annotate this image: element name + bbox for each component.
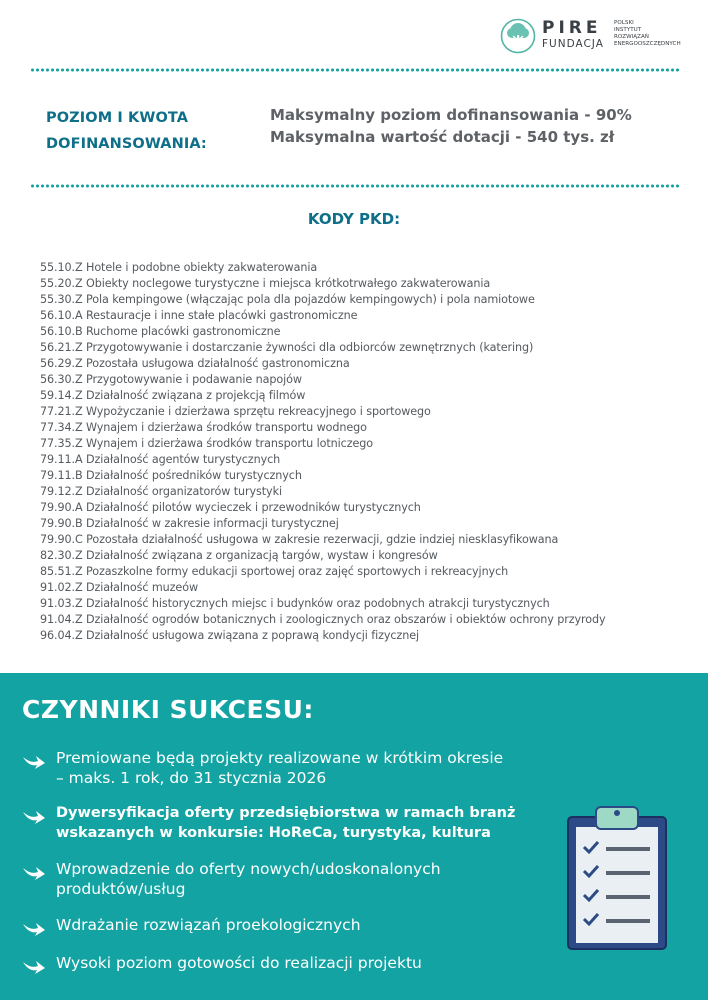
logo-small-line: ROZWIĄZAŃ xyxy=(614,34,649,40)
logo-small-line: POLSKI xyxy=(614,20,634,26)
logo-small-text xyxy=(614,20,704,48)
pkd-item: 77.34.Z Wynajem i dzierżawa środków transportu wodnego xyxy=(40,421,367,434)
arrow-right-icon xyxy=(22,865,46,881)
success-factor-text xyxy=(56,915,361,935)
dotted-divider-top xyxy=(30,68,680,72)
pkd-item: 82.30.Z Działalność związana z organizacją targów, wystaw i kongresów xyxy=(40,549,438,562)
pkd-item: 56.10.B Ruchome placówki gastronomiczne xyxy=(40,325,281,338)
pkd-item: 79.12.Z Działalność organizatorów turystyki xyxy=(40,485,282,498)
success-factors-panel xyxy=(0,673,708,1000)
logo-small-line: ENERGOOSZCZĘDNYCH xyxy=(614,41,681,47)
pkd-item: 56.30.Z Przygotowywanie i podawanie napojów xyxy=(40,373,302,386)
pkd-item: 55.10.Z Hotele i podobne obiekty zakwaterowania xyxy=(40,261,318,274)
success-factor-text xyxy=(56,859,441,899)
success-factor-line: produktów/usług xyxy=(56,880,186,898)
pkd-item: 59.14.Z Działalność związana z projekcją filmów xyxy=(40,389,306,402)
dotted-divider-bottom xyxy=(30,184,680,188)
pkd-item: 79.11.B Działalność pośredników turystycznych xyxy=(40,469,302,482)
pkd-item: 79.90.B Działalność w zakresie informacji turystycznej xyxy=(40,517,339,530)
logo-subtitle: FUNDACJA xyxy=(542,38,604,50)
pkd-list xyxy=(40,260,680,644)
success-factor-text xyxy=(56,953,422,973)
success-factor xyxy=(22,803,582,845)
success-factor-line: Wprowadzenie do oferty nowych/udoskonalonych xyxy=(56,860,441,878)
success-factor-line: wskazanych w konkursie: HoReCa, turystyka, kultura xyxy=(56,825,491,841)
funding-label-line: POZIOM I KWOTA xyxy=(46,110,189,126)
pkd-item: 91.02.Z Działalność muzeów xyxy=(40,581,199,594)
arrow-right-icon xyxy=(22,809,46,825)
pkd-item: 56.21.Z Przygotowywanie i dostarczanie żywności dla odbiorców zewnętrznych (katering) xyxy=(40,341,534,354)
pire-logo xyxy=(500,18,700,58)
success-title: CZYNNIKI SUKCESU: xyxy=(22,695,314,724)
pkd-item: 56.10.A Restauracje i inne stałe placówki gastronomiczne xyxy=(40,309,358,322)
success-factor-line: Dywersyfikacja oferty przedsiębiorstwa w ramach branż xyxy=(56,805,516,821)
clipboard-checklist-icon xyxy=(562,803,672,953)
arrow-right-icon xyxy=(22,959,46,975)
funding-label-line: DOFINANSOWANIA: xyxy=(46,136,207,152)
success-factor-text xyxy=(56,748,503,788)
pkd-item: 77.21.Z Wypożyczanie i dzierżawa sprzętu rekreacyjnego i sportowego xyxy=(40,405,431,418)
success-factor-line: Wdrażanie rozwiązań proekologicznych xyxy=(56,916,361,934)
max-funding-level: Maksymalny poziom dofinansowania - 90% xyxy=(270,106,632,124)
pkd-item: 55.30.Z Pola kempingowe (włączając pola dla pojazdów kempingowych) i pola namiotowe xyxy=(40,293,535,306)
success-factor xyxy=(22,953,582,977)
success-factor xyxy=(22,748,582,790)
pkd-item: 56.29.Z Pozostała usługowa działalność gastronomiczna xyxy=(40,357,350,370)
pkd-item: 77.35.Z Wynajem i dzierżawa środków transportu lotniczego xyxy=(40,437,373,450)
success-factor-line: Premiowane będą projekty realizowane w krótkim okresie xyxy=(56,749,504,767)
funding-label xyxy=(46,105,207,157)
success-factor xyxy=(22,859,582,901)
success-factor xyxy=(22,915,582,939)
pkd-item: 85.51.Z Pozaszkolne formy edukacji sportowej oraz zajęć sportowych i rekreacyjnych xyxy=(40,565,509,578)
logo-brand: PIRE xyxy=(542,18,602,38)
success-factor-line: Wysoki poziom gotowości do realizacji projektu xyxy=(56,954,422,972)
pkd-item: 96.04.Z Działalność usługowa związana z poprawą kondycji fizycznej xyxy=(40,629,419,642)
success-factor-text xyxy=(56,803,515,843)
pkd-item: 91.03.Z Działalność historycznych miejsc i budynków oraz podobnych atrakcji turystycznych xyxy=(40,597,550,610)
success-factor-line: – maks. 1 rok, do 31 stycznia 2026 xyxy=(56,769,327,787)
pkd-item: 55.20.Z Obiekty noclegowe turystyczne i miejsca krótkotrwałego zakwaterowania xyxy=(40,277,491,290)
pkd-item: 91.04.Z Działalność ogrodów botanicznych i zoologicznych oraz obszarów i obiektów ochrony przyrody xyxy=(40,613,606,626)
arrow-right-icon xyxy=(22,754,46,770)
tree-logo-icon xyxy=(500,18,536,54)
pkd-item: 79.90.A Działalność pilotów wycieczek i przewodników turystycznych xyxy=(40,501,421,514)
pkd-item: 79.90.C Pozostała działalność usługowa w zakresie rezerwacji, gdzie indziej niesklasyfikowana xyxy=(40,533,559,546)
pkd-item: 79.11.A Działalność agentów turystycznych xyxy=(40,453,281,466)
arrow-right-icon xyxy=(22,921,46,937)
max-grant-value: Maksymalna wartość dotacji - 540 tys. zł xyxy=(270,128,615,146)
pkd-title: KODY PKD: xyxy=(307,210,401,228)
logo-small-line: INSTYTUT xyxy=(614,27,642,33)
